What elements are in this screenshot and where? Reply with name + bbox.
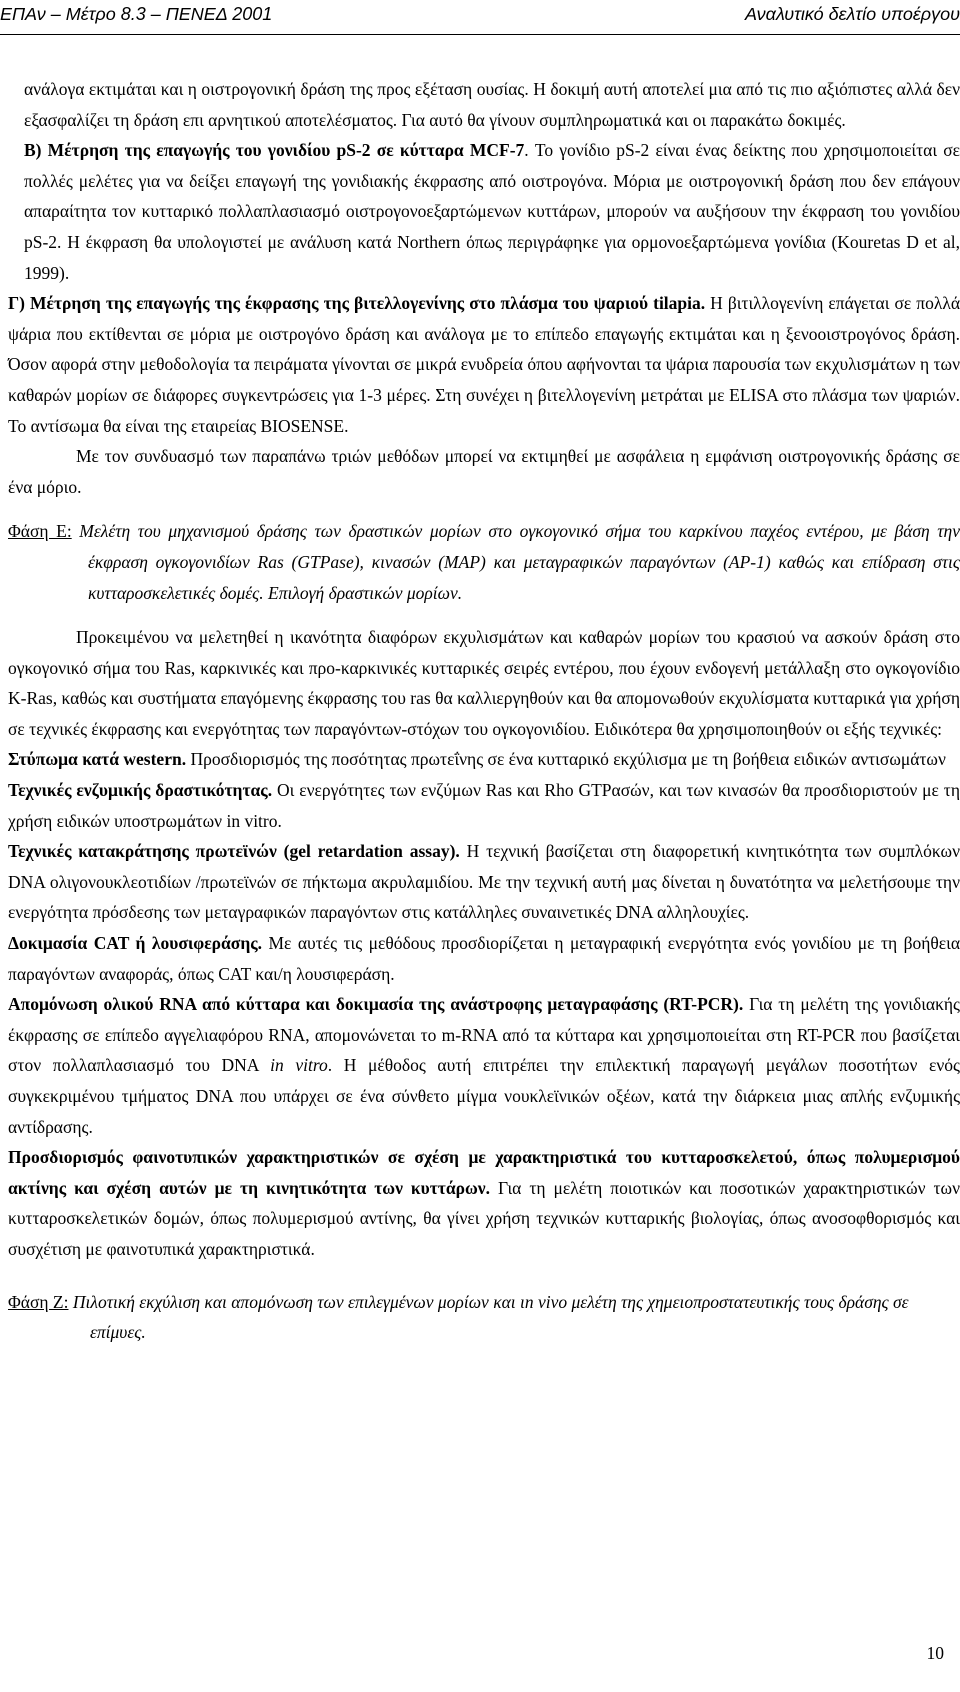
technique-body: Για τη μελέτη ποιοτικών και ποσοτικών χαρακτηριστικών των κυτταροσκελετικών δομών, όπως πολυμερισμού αντίνης, θα γίνει χρήση τεχνικών κυτταρικής βιολογίας, όπως ανοσοφθορισμός και συσχέτιση με φαινοτυπικά χαρακτηριστικά.: [8, 1177, 960, 1259]
document-body: [8, 74, 960, 1348]
section-c-title: Γ) Μέτρηση της επαγωγής της έκφρασης της βιτελλογενίνης στο πλάσμα του ψαριού tilapia.: [8, 293, 706, 314]
phase-e-intro-paragraph: [8, 622, 960, 744]
technique-body-italic: in vitro: [270, 1055, 328, 1076]
technique-title: Δοκιμασία CAT ή λουσιφεράσης.: [8, 933, 263, 954]
phase-e-title: Μελέτη του μηχανισμού δράσης των δραστικών μορίων στο ογκογονικό σήμα του καρκίνου παχέος εντέρου, με βάση την έκφραση ογκογονιδίων Ras (GTPase), κινασών (MAP) και μεταγραφικών παραγόντων (AP-1) καθώς και επίδραση στις κυτταροσκελετικές δομές. Επιλογή δραστικών μορίων.: [79, 521, 960, 603]
technique-body: Η τεχνική βασίζεται στη διαφορετική κινητικότητα των συμπλόκων DNA ολιγονουκλεοτιδίων /πρωτεϊνών σε πήκτωμα ακρυλαμιδίου. Με την τεχνική αυτή μας δίνεται η δυνατότητα να μελετήσουμε την ενεργότητα πρόσδεσης των μεταγραφικών παραγόντων στις κατάλληλες συναινετικές DNA αλληλουχίες.: [8, 841, 960, 923]
spacer: [8, 608, 960, 622]
technique-enzyme-activity: [8, 775, 960, 836]
spacer: [8, 1265, 960, 1287]
technique-gel-retardation: [8, 836, 960, 928]
technique-body: . Η μέθοδος αυτή επιτρέπει την επιλεκτική παραγωγή μεγάλων ποσοτήτων ενός συγκεκριμένου τμήματος DNA που υπάρχει σε ένα σύνθετο μίγμα νουκλεϊνικών οξέων, κατά την διάρκεια μιας απλής ενζυμικής αντίδρασης.: [8, 1055, 960, 1137]
technique-western: [8, 744, 960, 775]
section-b-paragraph: [8, 135, 960, 288]
technique-body: Με αυτές τις μεθόδους προσδιορίζεται η μεταγραφική ενεργότητα ενός γονιδίου με τη βοήθεια παραγόντων αναφοράς, όπως CAT και/η λουσιφεράση.: [8, 933, 960, 984]
intro-continuation-paragraph: [8, 74, 960, 135]
summary-paragraph: [8, 441, 960, 502]
technique-cat-luciferase: [8, 928, 960, 989]
phase-e-label: Φάση Ε:: [8, 521, 72, 542]
phase-z-heading: [8, 1287, 960, 1348]
section-b-body: . Το γονίδιο pS-2 είναι ένας δείκτης που χρησιμοποιείται σε πολλές μελέτες για να δείξει επαγωγή της γονιδιακής έκφρασης από οιστρογόνα. Μόρια με οιστρογονική δράση που δεν επάγουν απαραίτητα τον κυτταρικό πολλαπλασιασμό οιστρογονοεξαρτώμενων κυττάρων, μπορούν να αυξήσουν την έκφραση του γονιδίου pS-2. Η έκφραση θα υπολογιστεί με ανάλυση κατά Northern όπως περιγράφηκε για ορμονοεξαρτώμενα γονίδια (Kouretas D et al, 1999).: [24, 140, 960, 283]
summary-text: Με τον συνδυασμό των παραπάνω τριών μεθόδων μπορεί να εκτιμηθεί με ασφάλεια η εμφάνιση οιστρογονικής δράσης σε ένα μόριο.: [8, 446, 960, 497]
page-number: 10: [926, 1643, 944, 1663]
section-c-body: Η βιτιλλογενίνη επάγεται σε πολλά ψάρια που εκτίθενται σε μόρια με οιστρογόνο δράση και ανάλογα με το επίπεδο επαγωγής εκτιμάται και η ξενοοιστρογόνος δράση. Όσον αφορά στην μεθοδολογία τα πειράματα γίνονται σε μικρά ενυδρεία όπου αφήνονται τα ψάρια παρουσία των εκχυλισμάτων η των καθαρών μορίων σε διάφορες συγκεντρώσεις για 1-3 μέρες. Στη συνέχει η βιτελλογενίνη μετράται με ELISA στο πλάσμα των ψαριών. Το αντίσωμα θα είναι της εταιρείας BIOSENSE.: [8, 293, 960, 436]
technique-cytoskeleton: [8, 1142, 960, 1264]
technique-rt-pcr: [8, 989, 960, 1142]
technique-body: Οι ενεργότητες των ενζύμων Ras και Rho GTPασών, και των κινασών θα προσδιοριστούν με τη χρήση ειδικών υποστρωμάτων in vitro.: [8, 780, 960, 831]
technique-title: Προσδιορισμός φαινοτυπικών χαρακτηριστικών σε σχέση με χαρακτηριστικά του κυτταροσκελετού, όπως πολυμερισμού ακτίνης και σχέση αυτών με τη κινητικότητα των κυττάρων.: [8, 1147, 960, 1198]
technique-title: Στύπωμα κατά western.: [8, 749, 187, 770]
phase-z-title: Πιλοτική εκχύλιση και απομόνωση των επιλεγμένων μορίων και ιn vivo μελέτη της χημειοπροστατευτικής τους δράσης σε επίμυες.: [72, 1291, 909, 1343]
technique-title: Απομόνωση ολικού RNA από κύτταρα και δοκιμασία της ανάστροφης μεταγραφάσης (RT-PCR).: [8, 994, 744, 1015]
phase-e-intro-text: Προκειμένου να μελετηθεί η ικανότητα διαφόρων εκχυλισμάτων και καθαρών μορίων του κρασιού να ασκούν δράση στο ογκογονικό σήμα του Ras, καρκινικές και προ-καρκινικές κυτταρικές σειρές εντέρου, που έχουν ενδογενή μετάλλαξη στο ογκογονίδιο K-Ras, καθώς και συστήματα επαγόμενης έκφρασης του ras θα καλλιεργηθούν και θα απομονωθούν εκχυλίσματα κυτταρικά για χρήση σε τεχνικές έκφρασης και ενεργότητας των παραγόντων-στόχων του ογκογονιδίου. Ειδικότερα θα χρησιμοποιηθούν οι εξής τεχνικές:: [8, 627, 960, 739]
technique-title: Τεχνικές κατακράτησης πρωτεϊνών (gel retardation assay).: [8, 841, 460, 862]
spacer: [8, 502, 960, 516]
phase-z-label: Φάση Ζ:: [8, 1291, 69, 1312]
header-rule: [0, 34, 960, 35]
phase-e-heading: [8, 516, 960, 608]
paragraph-text: ανάλογα εκτιμάται και η οιστρογονική δράση της προς εξέταση ουσίας. Η δοκιμή αυτή αποτελεί μια από τις πιο αξιόπιστες αλλά δεν εξασφαλίζει τη δράση επι αρνητικού αποτελέσματος. Για αυτό θα γίνουν συμπληρωματικά και οι παρακάτω δοκιμές.: [24, 79, 960, 130]
page-header: [0, 0, 960, 34]
header-project-title: ΕΠΑν – Μέτρο 8.3 – ΠΕΝΕΔ 2001: [0, 4, 273, 24]
technique-title: Τεχνικές ενζυμικής δραστικότητας.: [8, 780, 273, 801]
header-document-type: Αναλυτικό δελτίο υποέργου: [745, 4, 960, 24]
section-c-paragraph: [8, 288, 960, 441]
technique-body: Για τη μελέτη της γονιδιακής έκφρασης σε επίπεδο αγγελιαφόρου RNA, απομονώνεται το m-RNA από τα κύτταρα και χρησιμοποιείται στη RT-PCR που βασίζεται στον πολλαπλασιασμό του DNA: [8, 994, 960, 1076]
section-b-title: Β) Μέτρηση της επαγωγής του γονιδίου pS-2 σε κύτταρα MCF-7: [24, 140, 525, 161]
technique-body: Προσδιορισμός της ποσότητας πρωτεΐνης σε ένα κυτταρικό εκχύλισμα με τη βοήθεια ειδικών αντισωμάτων: [186, 749, 946, 770]
